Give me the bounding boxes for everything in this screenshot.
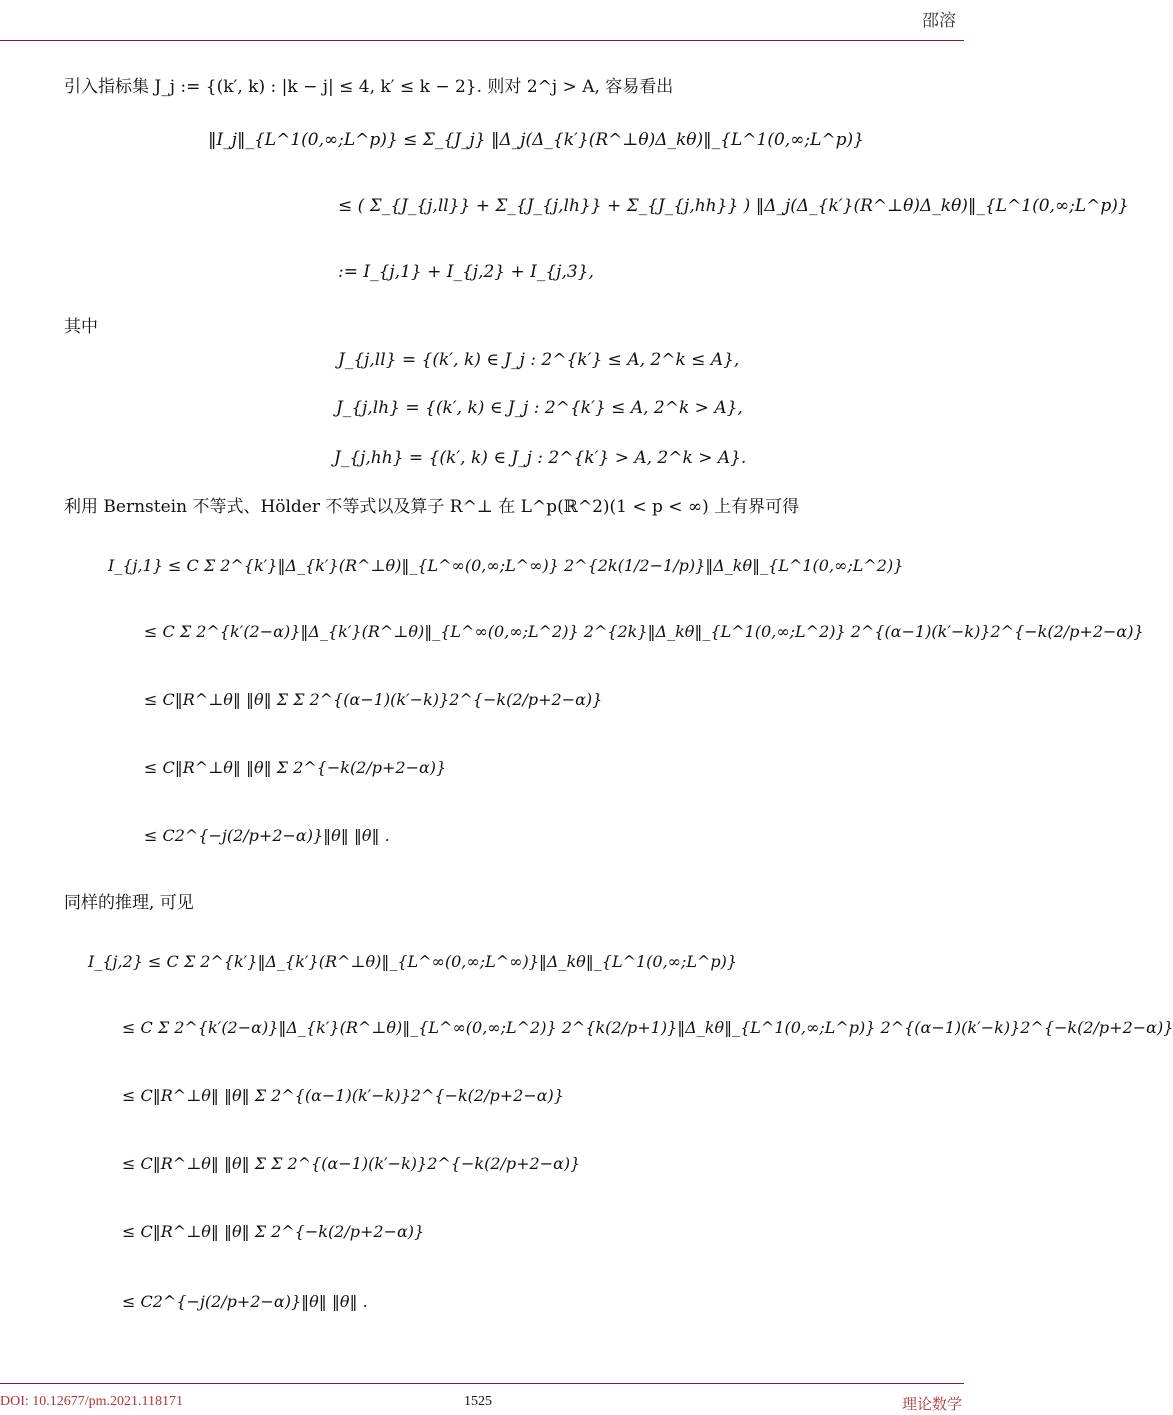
equation-4b: ≤ C Σ 2^{k′(2−α)}‖Δ_{k′}(R^⊥θ)‖_{L^∞(0,∞;L^2)} 2^{k(2/p+1)}‖Δ_kθ‖_{L^1(0,∞;L^p)} 2^{(α−1)(k′−k)}2^{−k(2/p+2−α)} [122,1018,1173,1037]
equation-3d: ≤ C‖R^⊥θ‖ ‖θ‖ Σ 2^{−k(2/p+2−α)} [144,758,447,777]
equation-4d: ≤ C‖R^⊥θ‖ ‖θ‖ Σ Σ 2^{(α−1)(k′−k)}2^{−k(2/p+2−α)} [122,1154,581,1173]
equation-3c: ≤ C‖R^⊥θ‖ ‖θ‖ Σ Σ 2^{(α−1)(k′−k)}2^{−k(2/p+2−α)} [144,690,603,709]
equation-4f: ≤ C2^{−j(2/p+2−α)}‖θ‖ ‖θ‖ . [122,1292,368,1311]
paragraph-index-set: 引入指标集 J_j := {(k′, k) : |k − j| ≤ 4, k′ ≤ k − 2}. 则对 2^j > A, 容易看出 [64,77,674,97]
equation-2b: J_{j,lh} = {(k′, k) ∈ J_j : 2^{k′} ≤ A, 2^k > A}, [336,398,743,418]
equation-4a: I_{j,2} ≤ C Σ 2^{k′}‖Δ_{k′}(R^⊥θ)‖_{L^∞(0,∞;L^∞)}‖Δ_kθ‖_{L^1(0,∞;L^p)} [88,952,738,971]
equation-3b: ≤ C Σ 2^{k′(2−α)}‖Δ_{k′}(R^⊥θ)‖_{L^∞(0,∞;L^2)} 2^{2k}‖Δ_kθ‖_{L^1(0,∞;L^2)} 2^{(α−1)(k′−k)}2^{−k(2/p+2−α)} [144,622,1144,641]
equation-3a: I_{j,1} ≤ C Σ 2^{k′}‖Δ_{k′}(R^⊥θ)‖_{L^∞(0,∞;L^∞)} 2^{2k(1/2−1/p)}‖Δ_kθ‖_{L^1(0,∞;L^2)} [108,556,904,575]
page-header [0,0,964,41]
equation-2a: J_{j,ll} = {(k′, k) ∈ J_j : 2^{k′} ≤ A, 2^k ≤ A}, [338,350,740,370]
equation-4c: ≤ C‖R^⊥θ‖ ‖θ‖ Σ 2^{(α−1)(k′−k)}2^{−k(2/p+2−α)} [122,1086,564,1105]
page-footer [0,1383,964,1415]
paragraph-where: 其中 [64,317,98,337]
footer-page-number: 1525 [464,1394,492,1409]
header-author: 邵溶 [922,11,956,31]
equation-2c: J_{j,hh} = {(k′, k) ∈ J_j : 2^{k′} > A, 2^k > A}. [334,448,747,468]
equation-1b: ≤ ( Σ_{J_{j,ll}} + Σ_{J_{j,lh}} + Σ_{J_{j,hh}} ) ‖Δ_j(Δ_{k′}(R^⊥θ)Δ_kθ)‖_{L^1(0,∞;L^p)} [338,196,1129,216]
equation-3e: ≤ C2^{−j(2/p+2−α)}‖θ‖ ‖θ‖ . [144,826,390,845]
equation-1c: := I_{j,1} + I_{j,2} + I_{j,3}, [338,262,594,282]
equation-4e: ≤ C‖R^⊥θ‖ ‖θ‖ Σ 2^{−k(2/p+2−α)} [122,1222,425,1241]
paragraph-bernstein: 利用 Bernstein 不等式、Hölder 不等式以及算子 R^⊥ 在 L^p(ℝ^2)(1 < p < ∞) 上有界可得 [64,497,800,517]
equation-1a: ‖I_j‖_{L^1(0,∞;L^p)} ≤ Σ_{J_j} ‖Δ_j(Δ_{k′}(R^⊥θ)Δ_kθ)‖_{L^1(0,∞;L^p)} [208,130,864,150]
paragraph-similarly: 同样的推理, 可见 [64,893,194,913]
footer-doi[interactable]: DOI: 10.12677/pm.2021.118171 [0,1394,184,1409]
footer-journal: 理论数学 [901,1395,962,1413]
